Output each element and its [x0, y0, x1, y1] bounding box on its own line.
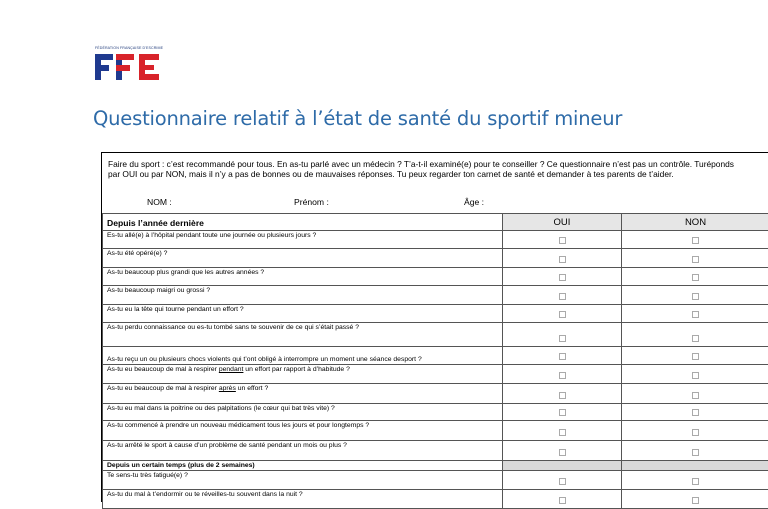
table-row — [103, 305, 768, 323]
answer-non-cell[interactable] — [622, 286, 768, 305]
checkbox-icon[interactable] — [559, 497, 566, 504]
table-row — [103, 471, 768, 490]
question-text — [103, 384, 503, 404]
header-filler-cell — [622, 461, 768, 471]
prenom-label: Prénom : — [294, 197, 329, 207]
checkbox-icon[interactable] — [692, 311, 699, 318]
checkbox-icon[interactable] — [692, 497, 699, 504]
question-text: As-tu reçu un ou plusieurs chocs violents qui t’ont obligé à interrompre un moment une séance desport ? — [103, 347, 503, 365]
answer-non-cell[interactable] — [622, 421, 768, 441]
checkbox-icon[interactable] — [692, 335, 699, 342]
checkbox-icon[interactable] — [692, 429, 699, 436]
section-title: Depuis l’année dernière — [103, 214, 503, 231]
question-text: As-tu commencé à prendre un nouveau médicament tous les jours et pour longtemps ? — [103, 421, 503, 441]
table-row — [103, 323, 768, 347]
checkbox-icon[interactable] — [559, 335, 566, 342]
answer-oui-cell[interactable] — [503, 286, 622, 305]
table-row — [103, 268, 768, 286]
checkbox-icon[interactable] — [559, 449, 566, 456]
answer-non-cell[interactable] — [622, 268, 768, 286]
table-row — [103, 441, 768, 461]
question-text-part: As-tu eu beaucoup de mal à respirer — [107, 366, 219, 373]
checkbox-icon[interactable] — [559, 353, 566, 360]
table-row — [103, 384, 768, 404]
question-text: As-tu eu la tête qui tourne pendant un effort ? — [103, 305, 503, 323]
answer-non-cell[interactable] — [622, 305, 768, 323]
answer-oui-cell[interactable] — [503, 471, 622, 490]
checkbox-icon[interactable] — [692, 409, 699, 416]
question-text: Te sens-tu très fatigué(e) ? — [103, 471, 503, 490]
question-text-part: un effort par rapport à d’habitude ? — [243, 366, 349, 373]
answer-oui-cell[interactable] — [503, 365, 622, 384]
table-row — [103, 286, 768, 305]
question-text: Es-tu allé(e) à l’hôpital pendant toute une journée ou plusieurs jours ? — [103, 231, 503, 249]
question-text: As-tu arrêté le sport à cause d’un problème de santé pendant un mois ou plus ? — [103, 441, 503, 461]
questionnaire-form — [101, 152, 768, 502]
nom-label: NOM : — [147, 197, 172, 207]
intro-text: Faire du sport : c’est recommandé pour tous. En as-tu parlé avec un médecin ? T’a-t-il examiné(e) pour te conseiller ? Ce questionnaire n’est pas un contrôle. Turéponds par OUI ou par NON, mais il n’y a pas de bonnes ou de mauvaises réponses. Tu peux regarder ton carnet de santé et demander à tes parents de t’aider. — [108, 160, 743, 179]
checkbox-icon[interactable] — [692, 293, 699, 300]
ffe-logo — [95, 46, 165, 86]
answer-oui-cell[interactable] — [503, 384, 622, 404]
header-filler-cell — [503, 461, 622, 471]
question-text: As-tu beaucoup maigri ou grossi ? — [103, 286, 503, 305]
table-row — [103, 365, 768, 384]
ffe-letters-logo — [95, 52, 163, 82]
logo-org-name: FÉDÉRATION FRANÇAISE D'ESCRIME — [95, 46, 165, 50]
question-emphasis: pendant — [219, 366, 244, 373]
table-row — [103, 421, 768, 441]
checkbox-icon[interactable] — [692, 392, 699, 399]
checkbox-icon[interactable] — [559, 293, 566, 300]
answer-oui-cell[interactable] — [503, 404, 622, 421]
question-text — [103, 365, 503, 384]
answer-oui-cell[interactable] — [503, 249, 622, 268]
checkbox-icon[interactable] — [559, 478, 566, 485]
question-text: As-tu perdu connaissance ou es-tu tombé sans te souvenir de ce qui s’était passé ? — [103, 323, 503, 347]
answer-oui-cell[interactable] — [503, 347, 622, 365]
checkbox-icon[interactable] — [692, 353, 699, 360]
checkbox-icon[interactable] — [692, 256, 699, 263]
answer-oui-cell[interactable] — [503, 421, 622, 441]
answer-oui-cell[interactable] — [503, 441, 622, 461]
answer-non-cell[interactable] — [622, 441, 768, 461]
checkbox-icon[interactable] — [559, 392, 566, 399]
page-title: Questionnaire relatif à l’état de santé du sportif mineur — [93, 107, 622, 130]
checkbox-icon[interactable] — [559, 274, 566, 281]
checkbox-icon[interactable] — [692, 478, 699, 485]
checkbox-icon[interactable] — [559, 372, 566, 379]
checkbox-icon[interactable] — [692, 274, 699, 281]
checkbox-icon[interactable] — [692, 372, 699, 379]
questions-table — [102, 213, 768, 509]
question-text-part: un effort ? — [236, 385, 268, 392]
question-text: As-tu été opéré(e) ? — [103, 249, 503, 268]
answer-oui-cell[interactable] — [503, 268, 622, 286]
answer-oui-cell[interactable] — [503, 305, 622, 323]
answer-non-cell[interactable] — [622, 404, 768, 421]
question-text: As-tu eu mal dans la poitrine ou des palpitations (le cœur qui bat très vite) ? — [103, 404, 503, 421]
question-emphasis: après — [219, 385, 236, 392]
answer-oui-cell[interactable] — [503, 490, 622, 509]
answer-non-cell[interactable] — [622, 249, 768, 268]
table-row — [103, 490, 768, 509]
checkbox-icon[interactable] — [692, 449, 699, 456]
checkbox-icon[interactable] — [559, 256, 566, 263]
table-row — [103, 404, 768, 421]
answer-oui-cell[interactable] — [503, 231, 622, 249]
answer-non-cell[interactable] — [622, 347, 768, 365]
question-text: As-tu du mal à t’endormir ou te réveilles-tu souvent dans la nuit ? — [103, 490, 503, 509]
answer-non-cell[interactable] — [622, 471, 768, 490]
section-title: Depuis un certain temps (plus de 2 semaines) — [103, 461, 503, 471]
checkbox-icon[interactable] — [559, 311, 566, 318]
section-header-row — [103, 461, 768, 471]
table-row — [103, 347, 768, 365]
answer-non-cell[interactable] — [622, 323, 768, 347]
question-text-part: As-tu eu beaucoup de mal à respirer — [107, 385, 219, 392]
age-label: Âge : — [464, 197, 484, 207]
answer-non-cell[interactable] — [622, 384, 768, 404]
answer-non-cell[interactable] — [622, 231, 768, 249]
question-text: As-tu beaucoup plus grandi que les autres années ? — [103, 268, 503, 286]
answer-non-cell[interactable] — [622, 490, 768, 509]
col-header-oui: OUI — [503, 214, 622, 231]
answer-non-cell[interactable] — [622, 365, 768, 384]
table-row — [103, 231, 768, 249]
checkbox-icon[interactable] — [559, 409, 566, 416]
section-header-row — [103, 214, 768, 231]
answer-oui-cell[interactable] — [503, 323, 622, 347]
checkbox-icon[interactable] — [559, 429, 566, 436]
col-header-non: NON — [622, 214, 768, 231]
checkbox-icon[interactable] — [559, 237, 566, 244]
checkbox-icon[interactable] — [692, 237, 699, 244]
table-row — [103, 249, 768, 268]
